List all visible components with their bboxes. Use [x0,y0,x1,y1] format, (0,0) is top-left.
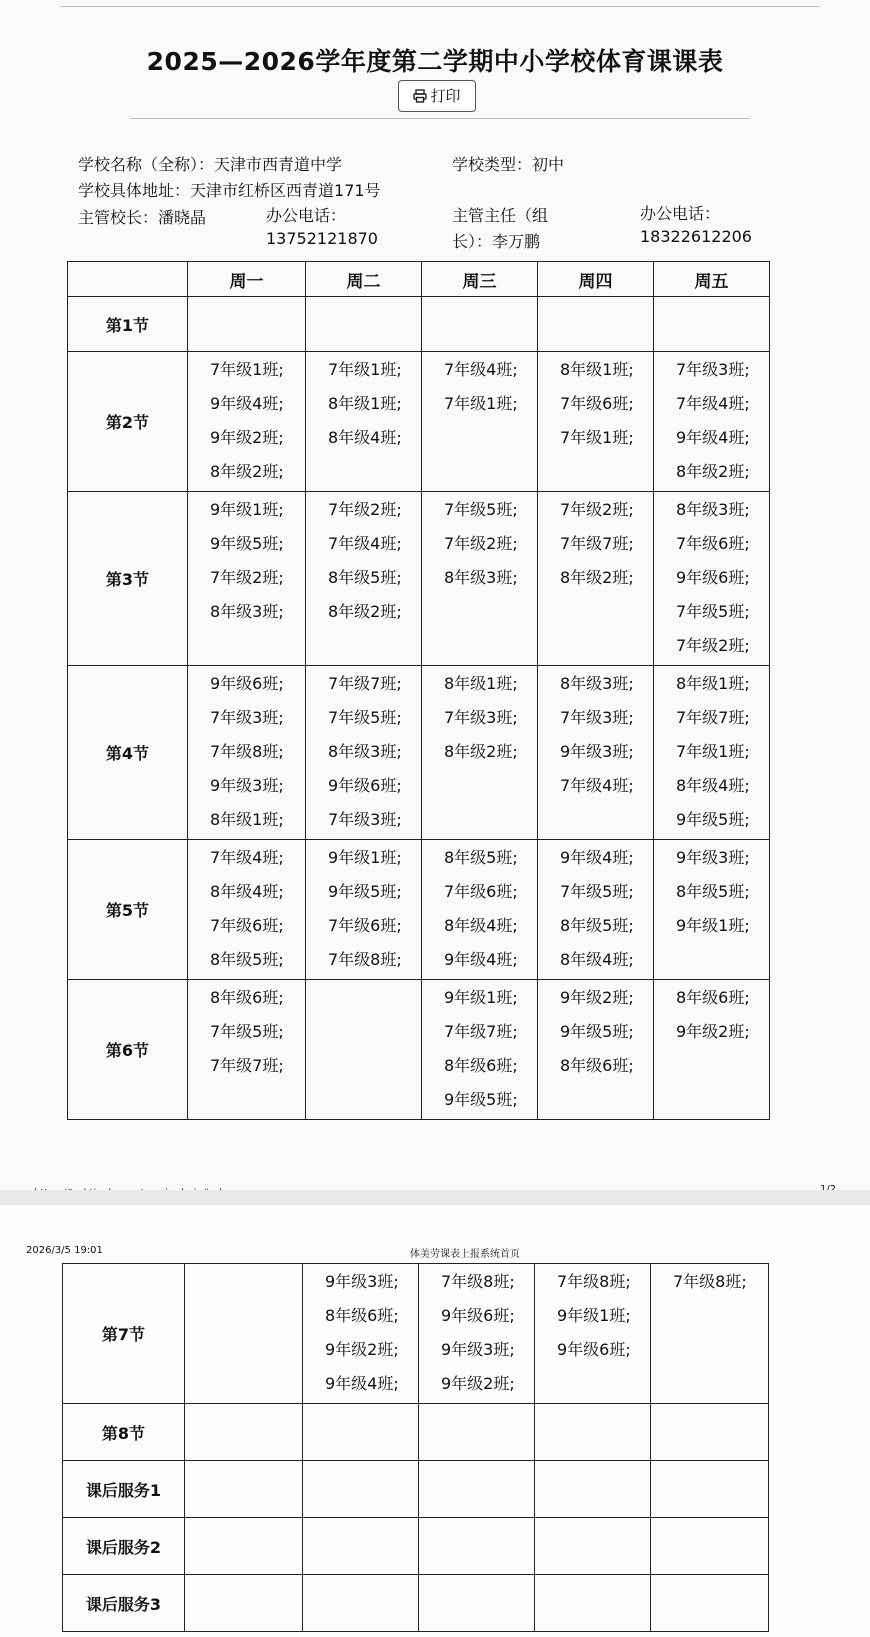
schedule-cell [651,1264,769,1404]
class-entry: 8年级2班; [560,568,634,587]
footer-datetime: 2026/3/5 19:01 [26,1245,103,1256]
schedule-cell [185,1518,303,1575]
schedule-cell [654,492,770,666]
period-label: 第7节 [63,1264,185,1404]
class-entry: 7年级7班; [328,674,402,693]
schedule-cell [419,1575,535,1632]
class-entry: 7年级5班; [328,708,402,727]
class-entry: 7年级3班; [328,810,402,829]
class-entry: 8年级2班; [328,602,402,621]
class-entry: 7年级4班; [676,394,750,413]
class-entry: 7年级6班; [328,916,402,935]
address-row [78,178,381,201]
class-entry: 7年级5班; [210,1022,284,1041]
class-entry: 8年级5班; [676,882,750,901]
period-label: 第6节 [68,980,188,1120]
class-entry: 9年级6班; [210,674,284,693]
class-entry: 7年级1班; [560,428,634,447]
class-entry: 9年级2班; [676,1022,750,1041]
class-entry: 9年级6班; [557,1340,631,1359]
schedule-cell [303,1518,419,1575]
school-type-row [452,152,564,175]
class-entry: 8年级4班; [210,882,284,901]
schedule-cell [306,492,422,666]
print-button[interactable] [398,80,476,112]
print-label: 打印 [430,87,461,105]
page-gap [0,1190,870,1206]
class-entry: 9年级3班; [676,848,750,867]
schedule-cell [651,1461,769,1518]
school-type: 初中 [532,155,565,174]
period-row [63,1575,769,1632]
class-entry: 9年级2班; [210,428,284,447]
class-entry: 7年级8班; [210,742,284,761]
period-row [68,297,770,352]
class-entry: 8年级4班; [560,950,634,969]
schedule-cell [188,297,306,352]
class-entry: 9年级3班; [325,1272,399,1291]
class-entry: 8年级5班; [444,848,518,867]
schedule-table-page-2 [62,1263,769,1632]
period-row [68,980,770,1120]
class-entry: 7年级4班; [444,360,518,379]
class-entry: 9年级5班; [210,534,284,553]
class-entry: 8年级1班; [328,394,402,413]
schedule-cell [306,297,422,352]
principal-label: 主管校长： [78,208,159,227]
schedule-cell [419,1461,535,1518]
schedule-cell [654,352,770,492]
class-entry: 8年级1班; [560,360,634,379]
class-entry: 7年级7班; [444,1022,518,1041]
schedule-cell [419,1404,535,1461]
class-entry: 8年级6班; [210,988,284,1007]
corner-cell [68,262,188,297]
class-entry: 8年级5班; [560,916,634,935]
period-row [63,1518,769,1575]
principal-row [78,205,206,228]
class-entry: 9年级1班; [328,848,402,867]
schedule-cell [422,666,538,840]
schedule-cell [188,352,306,492]
class-entry: 7年级5班; [676,602,750,621]
class-entry: 8年级4班; [444,916,518,935]
class-entry: 7年级1班; [210,360,284,379]
period-label: 课后服务1 [63,1461,185,1518]
class-entry: 7年级3班; [676,360,750,379]
schedule-cell [188,666,306,840]
schedule-table-page-1 [67,261,770,1120]
class-entry: 8年级6班; [560,1056,634,1075]
class-entry: 7年级8班; [557,1272,631,1291]
schedule-cell [185,1461,303,1518]
day-header: 周五 [654,262,770,297]
day-header: 周一 [188,262,306,297]
period-label: 第5节 [68,840,188,980]
footer-system-title: 体美劳课表上报系统首页 [410,1249,520,1260]
schedule-cell [535,1264,651,1404]
schedule-cell [538,492,654,666]
period-label: 第3节 [68,492,188,666]
schedule-cell [538,840,654,980]
schedule-cell [419,1518,535,1575]
schedule-cell [538,297,654,352]
schedule-cell [422,492,538,666]
class-entry: 8年级1班; [676,674,750,693]
director: 李万鹏 [492,232,541,251]
period-label: 课后服务3 [63,1575,185,1632]
schedule-cell [422,840,538,980]
period-label: 第1节 [68,297,188,352]
office-phone-label-2: 办公电话： [640,204,721,223]
schedule-cell [188,840,306,980]
header-divider [130,118,750,119]
class-entry: 9年级2班; [441,1374,515,1393]
period-row [63,1461,769,1518]
class-entry: 7年级6班; [210,916,284,935]
schedule-cell [535,1518,651,1575]
printer-icon [413,89,427,103]
period-row [68,840,770,980]
class-entry: 7年级3班; [210,708,284,727]
schedule-cell [651,1575,769,1632]
address-label: 学校具体地址： [78,181,191,200]
schedule-cell [185,1404,303,1461]
period-label: 第4节 [68,666,188,840]
school-type-label: 学校类型： [452,155,533,174]
class-entry: 9年级6班; [441,1306,515,1325]
class-entry: 8年级6班; [325,1306,399,1325]
director-label-2: 长）： [452,232,493,251]
schedule-cell [422,352,538,492]
class-entry: 8年级1班; [444,674,518,693]
class-entry: 7年级8班; [673,1272,747,1291]
class-entry: 7年级3班; [560,708,634,727]
class-entry: 8年级3班; [444,568,518,587]
schedule-cell [306,352,422,492]
schedule-cell [651,1518,769,1575]
period-row [68,666,770,840]
schedule-cell [303,1461,419,1518]
class-entry: 8年级3班; [560,674,634,693]
class-entry: 7年级8班; [328,950,402,969]
class-entry: 9年级3班; [441,1340,515,1359]
class-entry: 8年级4班; [676,776,750,795]
schedule-cell [654,297,770,352]
period-label: 课后服务2 [63,1518,185,1575]
period-row [63,1264,769,1404]
class-entry: 9年级4班; [676,428,750,447]
school-name-row [78,152,342,175]
class-entry: 7年级2班; [676,636,750,655]
class-entry: 7年级2班; [210,568,284,587]
schedule-cell [306,840,422,980]
class-entry: 9年级3班; [210,776,284,795]
class-entry: 9年级6班; [328,776,402,795]
class-entry: 9年级1班; [444,988,518,1007]
class-entry: 7年级4班; [560,776,634,795]
class-entry: 7年级2班; [328,500,402,519]
class-entry: 8年级3班; [328,742,402,761]
office-phone-label-1: 办公电话： [266,206,347,225]
class-entry: 8年级6班; [444,1056,518,1075]
class-entry: 7年级5班; [560,882,634,901]
schedule-cell [306,980,422,1120]
schedule-cell [422,980,538,1120]
class-entry: 9年级4班; [560,848,634,867]
period-row [68,492,770,666]
header-row [68,262,770,297]
class-entry: 9年级6班; [676,568,750,587]
schedule-cell [185,1264,303,1404]
schedule-cell [188,980,306,1120]
schedule-cell [535,1461,651,1518]
class-entry: 8年级4班; [328,428,402,447]
director-row [452,229,540,252]
class-entry: 9年级4班; [444,950,518,969]
schedule-cell [535,1404,651,1461]
class-entry: 7年级4班; [328,534,402,553]
schedule-cell [422,297,538,352]
class-entry: 9年级1班; [210,500,284,519]
class-entry: 7年级8班; [441,1272,515,1291]
class-entry: 9年级5班; [676,810,750,829]
schedule-cell [188,492,306,666]
class-entry: 9年级1班; [557,1306,631,1325]
director-label-1: 主管主任（组 [452,206,549,225]
top-divider [60,6,820,7]
day-header: 周二 [306,262,422,297]
principal: 潘晓晶 [158,208,207,227]
class-entry: 7年级2班; [444,534,518,553]
class-entry: 9年级2班; [560,988,634,1007]
class-entry: 7年级7班; [676,708,750,727]
page-title: 2025—2026学年度第二学期中小学校体育课课表 [146,47,724,76]
class-entry: 7年级6班; [676,534,750,553]
school-name: 天津市西青道中学 [214,155,343,174]
class-entry: 8年级5班; [328,568,402,587]
schedule-cell [651,1404,769,1461]
schedule-cell [303,1404,419,1461]
period-row [63,1404,769,1461]
schedule-cell [538,352,654,492]
day-header: 周四 [538,262,654,297]
office-phone-2: 18322612206 [640,227,752,246]
school-name-label: 学校名称（全称）： [78,155,215,174]
class-entry: 9年级4班; [325,1374,399,1393]
schedule-cell [538,980,654,1120]
class-entry: 9年级2班; [325,1340,399,1359]
period-label: 第8节 [63,1404,185,1461]
class-entry: 9年级3班; [560,742,634,761]
class-entry: 8年级2班; [676,462,750,481]
period-label: 第2节 [68,352,188,492]
class-entry: 8年级2班; [444,742,518,761]
class-entry: 7年级6班; [444,882,518,901]
class-entry: 9年级5班; [560,1022,634,1041]
schedule-cell [654,980,770,1120]
schedule-cell [654,666,770,840]
schedule-cell [306,666,422,840]
period-row [68,352,770,492]
class-entry: 7年级7班; [210,1056,284,1075]
class-entry: 7年级6班; [560,394,634,413]
class-entry: 7年级5班; [444,500,518,519]
class-entry: 9年级4班; [210,394,284,413]
page-2 [0,1205,870,1637]
class-entry: 7年级4班; [210,848,284,867]
schedule-cell [303,1575,419,1632]
class-entry: 8年级6班; [676,988,750,1007]
class-entry: 8年级3班; [210,602,284,621]
class-entry: 9年级1班; [676,916,750,935]
class-entry: 8年级3班; [676,500,750,519]
class-entry: 7年级2班; [560,500,634,519]
class-entry: 9年级5班; [444,1090,518,1109]
schedule-cell [538,666,654,840]
office-phone-1: 13752121870 [266,229,378,248]
day-header: 周三 [422,262,538,297]
schedule-cell [419,1264,535,1404]
class-entry: 8年级1班; [210,810,284,829]
class-entry: 9年级5班; [328,882,402,901]
class-entry: 7年级1班; [444,394,518,413]
schedule-cell [654,840,770,980]
schedule-cell [303,1264,419,1404]
class-entry: 8年级5班; [210,950,284,969]
schedule-cell [185,1575,303,1632]
address: 天津市红桥区西青道171号 [190,181,381,200]
class-entry: 7年级7班; [560,534,634,553]
class-entry: 7年级3班; [444,708,518,727]
schedule-cell [535,1575,651,1632]
class-entry: 7年级1班; [676,742,750,761]
class-entry: 8年级2班; [210,462,284,481]
class-entry: 7年级1班; [328,360,402,379]
